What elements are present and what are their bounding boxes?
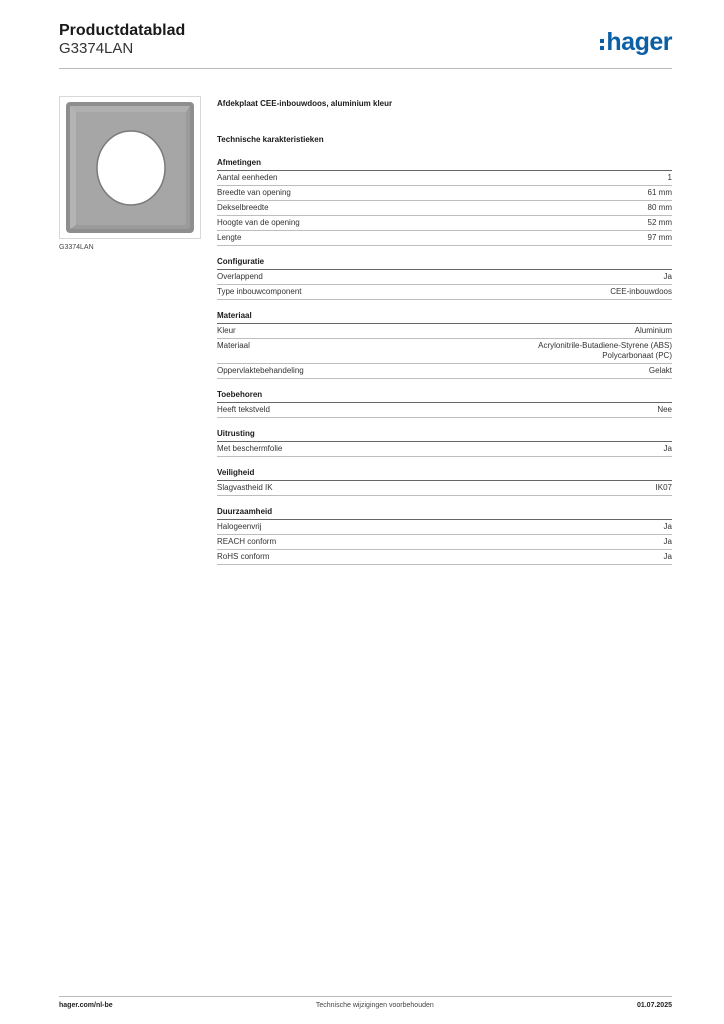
footer-disclaimer: Technische wijzigingen voorbehouden [315, 1002, 434, 1009]
spec-value: 1 [667, 173, 672, 182]
spec-row [217, 403, 672, 418]
spec-sections [217, 156, 672, 565]
spec-row [217, 520, 672, 535]
footer-website: hager.com/nl-be [59, 1002, 113, 1009]
spec-value: CEE-inbouwdoos [610, 287, 672, 296]
spec-label: Slagvastheid IK [217, 483, 273, 492]
logo-text: hager [606, 27, 672, 56]
section-title: Toebehoren [217, 388, 672, 403]
spec-row [217, 231, 672, 246]
spec-value: IK07 [655, 483, 672, 492]
section-title: Materiaal [217, 309, 672, 324]
spec-row [217, 535, 672, 550]
logo-colon-icon [600, 39, 604, 50]
spec-label: Type inbouwcomponent [217, 287, 302, 296]
spec-label: Halogeenvrij [217, 522, 262, 531]
spec-row [217, 442, 672, 457]
spec-value: Acrylonitrile-Butadiene-Styrene (ABS) Polycarbonaat (PC) [538, 341, 672, 360]
spec-label: Dekselbreedte [217, 203, 269, 212]
spec-label: Breedte van opening [217, 188, 291, 197]
spec-label: Materiaal [217, 341, 250, 350]
tech-heading: Technische karakteristieken [217, 135, 324, 144]
spec-value: Aluminium [634, 326, 672, 335]
header-divider [59, 68, 672, 69]
hager-logo [600, 27, 672, 57]
spec-row [217, 550, 672, 565]
section-title: Veiligheid [217, 466, 672, 481]
spec-row [217, 201, 672, 216]
spec-label: Hoogte van de opening [217, 218, 300, 227]
spec-row [217, 270, 672, 285]
image-caption: G3374LAN [59, 244, 94, 251]
spec-value: Ja [663, 552, 672, 561]
spec-value: Ja [663, 537, 672, 546]
spec-label: Aantal eenheden [217, 173, 278, 182]
spec-row [217, 285, 672, 300]
spec-value: 52 mm [647, 218, 672, 227]
product-description: Afdekplaat CEE-inbouwdoos, aluminium kleur [217, 99, 393, 108]
spec-section [217, 156, 672, 246]
spec-value: Nee [657, 405, 672, 414]
spec-section [217, 309, 672, 379]
spec-value: Ja [663, 444, 672, 453]
cover-plate-icon [60, 97, 200, 238]
spec-value: Ja [663, 522, 672, 531]
spec-value: Gelakt [648, 366, 672, 375]
spec-value: 61 mm [647, 188, 672, 197]
spec-row [217, 364, 672, 379]
spec-section [217, 466, 672, 496]
spec-section [217, 427, 672, 457]
spec-row [217, 186, 672, 201]
spec-label: Lengte [217, 233, 242, 242]
spec-label: RoHS conform [217, 552, 270, 561]
spec-label: Heeft tekstveld [217, 405, 270, 414]
page-title: Productdatablad [59, 22, 186, 39]
section-title: Afmetingen [217, 156, 672, 171]
product-code: G3374LAN [59, 40, 134, 57]
spec-section [217, 505, 672, 565]
spec-value: 97 mm [647, 233, 672, 242]
spec-label: REACH conform [217, 537, 277, 546]
spec-row [217, 324, 672, 339]
section-title: Configuratie [217, 255, 672, 270]
spec-content [217, 97, 672, 574]
spec-row [217, 339, 672, 364]
footer-date: 01.07.2025 [636, 1002, 672, 1009]
spec-value: Ja [663, 272, 672, 281]
spec-label: Kleur [217, 326, 236, 335]
spec-value: 80 mm [647, 203, 672, 212]
spec-row [217, 171, 672, 186]
spec-section [217, 255, 672, 300]
product-image [59, 96, 201, 239]
spec-section [217, 388, 672, 418]
spec-label: Met beschermfolie [217, 444, 283, 453]
footer [59, 996, 672, 1009]
spec-label: Overlappend [217, 272, 263, 281]
section-title: Uitrusting [217, 427, 672, 442]
spec-row [217, 481, 672, 496]
spec-row [217, 216, 672, 231]
section-title: Duurzaamheid [217, 505, 672, 520]
spec-label: Oppervlaktebehandeling [217, 366, 304, 375]
